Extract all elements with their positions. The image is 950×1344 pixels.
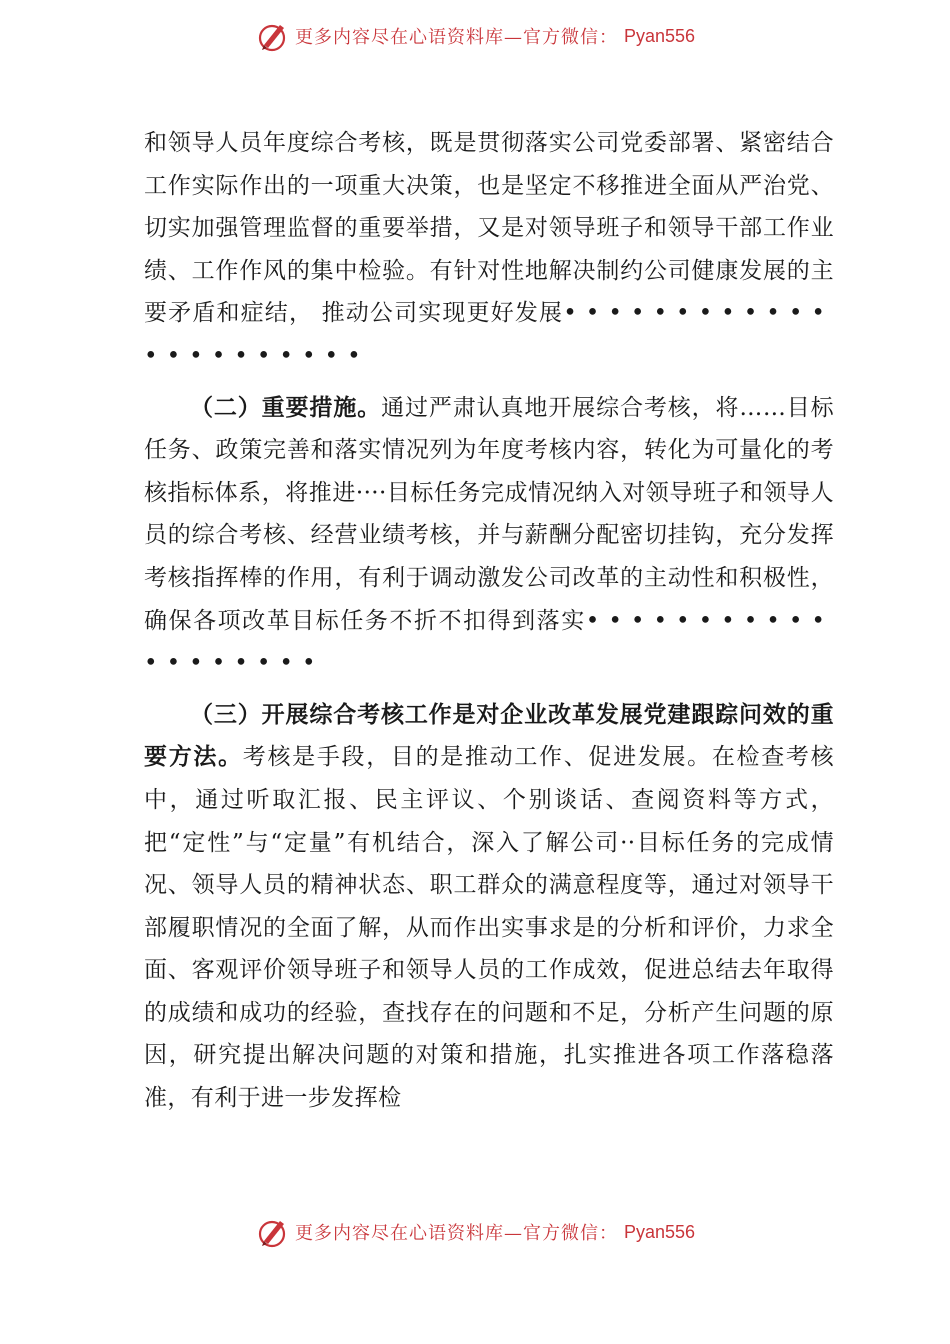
pen-logo-icon — [255, 1215, 289, 1249]
section-3-heading: （三）开展综合考核工作是对企业改革发展党建跟踪问效的重要方法。 — [144, 701, 834, 771]
watermark-text: 更多内容尽在心语资料库—官方微信： — [294, 27, 618, 48]
paragraph-2-trailing-dots: ••••••••••••••••••• — [144, 607, 834, 677]
watermark-account: Pyan556 — [623, 1221, 696, 1242]
paragraph-3-body: 考核是手段，目的是推动工作、促进发展。在检查考核中，通过听取汇报、民主评议、个别谈话、查阅资料等方式，把“定性”与“定量”有机结合，深入了解公司··目标任务的完成情况、领导人员的精神状态、职工群众的满意程度等，通过对领导干部履职情况的全面了解，从而作出实事求是的分析和评价，力求全面、客观评价领导班子和领导人员的工作成效，促进总结去年取得的成绩和成功的经验，查找存在的问题和不足，分析产生问题的原因，研究提出解决问题的对策和措施，扎实推进各项工作落稳落准，有利于进一步发挥检 — [144, 744, 834, 1112]
watermark-text: 更多内容尽在心语资料库—官方微信： — [294, 1223, 618, 1244]
footer-watermark — [0, 1210, 950, 1254]
paragraph-3 — [144, 694, 834, 1120]
paragraph-1 — [144, 122, 834, 378]
watermark-account: Pyan556 — [623, 25, 696, 46]
section-2-heading: （二）重要措施。 — [190, 394, 382, 421]
paragraph-1-body: 和领导人员年度综合考核，既是贯彻落实公司党委部署、紧密结合工作实际作出的一项重大决策，也是坚定不移推进全面从严治党、切实加强管理监督的重要举措，又是对领导班子和领导干部工作业绩、工作作风的集中检验。有针对性地解决制约公司健康发展的主要矛盾和症结， 推动公司实现更好发展 — [144, 130, 834, 327]
header-watermark — [0, 14, 950, 58]
document-body — [144, 122, 834, 1120]
paragraph-2 — [144, 387, 834, 685]
paragraph-1-trailing-dots: •••••••••••••••••••••• — [144, 300, 834, 369]
paragraph-2-body: 通过严肃认真地开展综合考核，将……目标任务、政策完善和落实情况列为年度考核内容，转化为可量化的考核指标体系，将推进····目标任务完成情况纳入对领导班子和领导人员的综合考核、经营业绩考核，并与薪酬分配密切挂钩，充分发挥考核指挥棒的作用，有利于调动激发公司改革的主动性和积极性，确保各项改革目标任务不折不扣得到落实 — [144, 394, 834, 634]
pen-logo-icon — [255, 19, 289, 53]
